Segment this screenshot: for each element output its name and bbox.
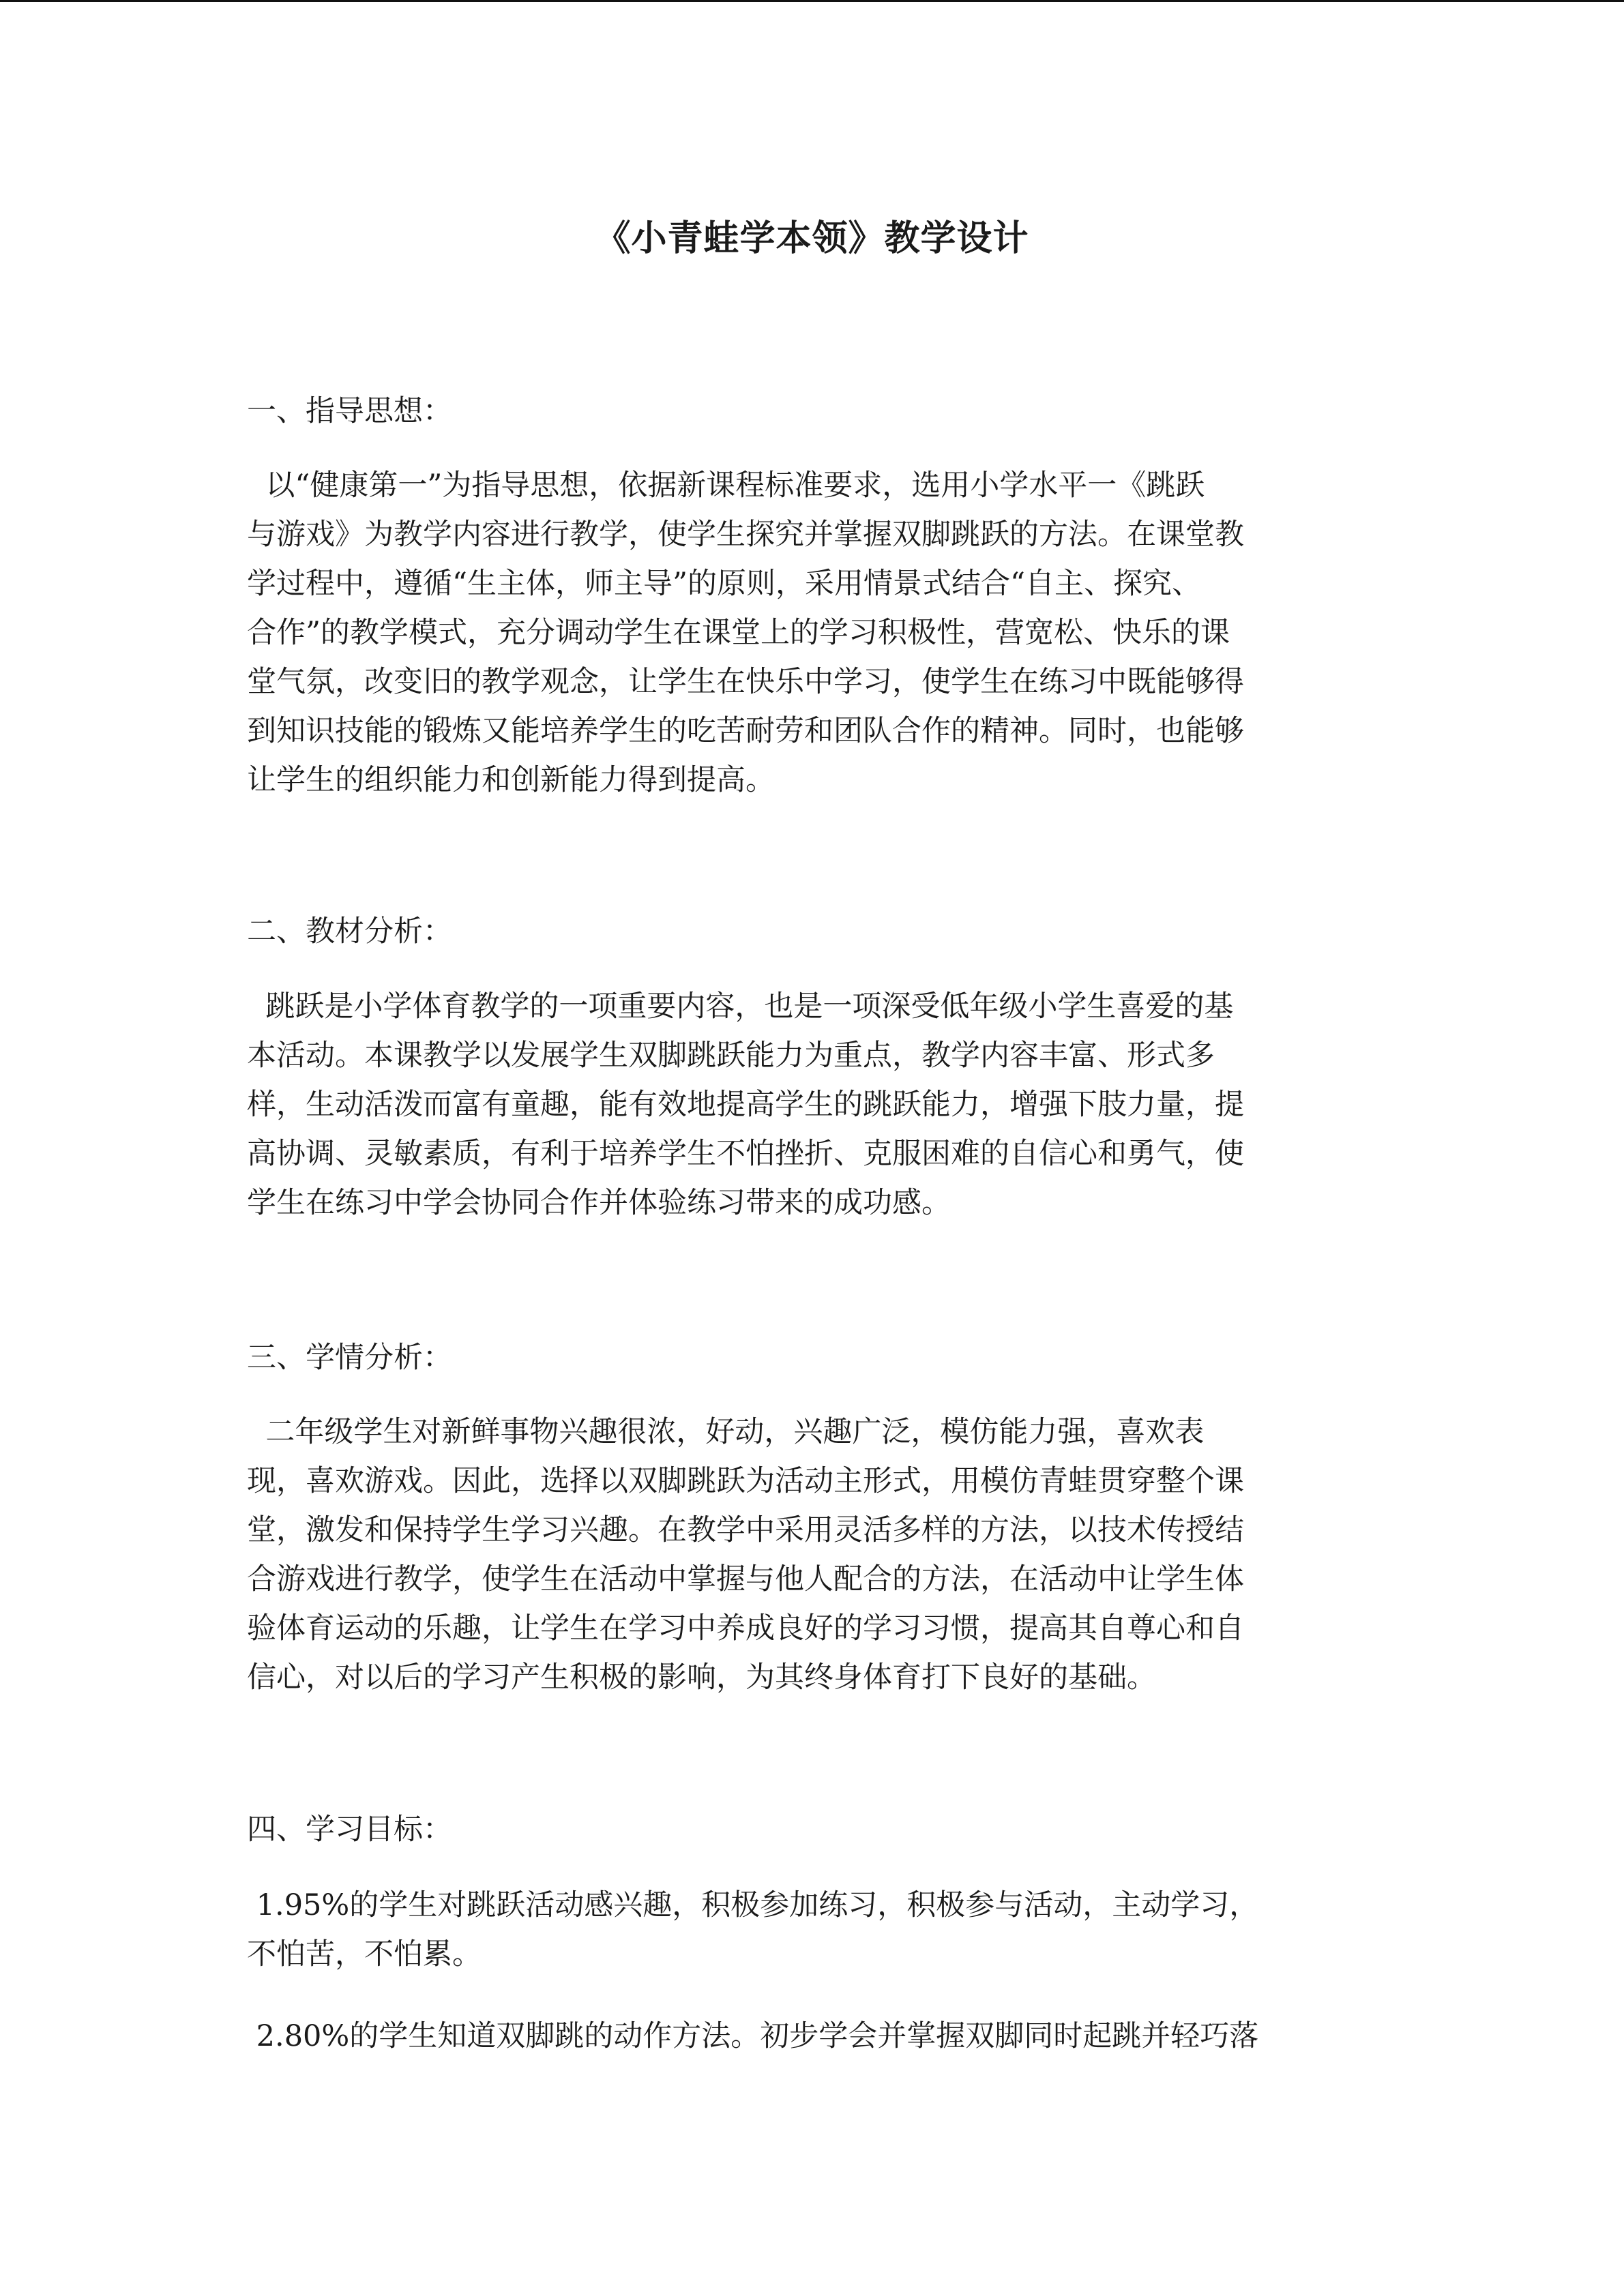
learning-goal-1: [247, 1881, 1359, 1979]
paragraph-line: 到知识技能的锻炼又能培养学生的吃苦耐劳和团队合作的精神。同时，也能够: [247, 714, 1244, 748]
section-heading-learning-goals: 四、学习目标：: [247, 1813, 452, 1847]
paragraph-line: 以“健康第一”为指导思想，依据新课程标准要求，选用小学水平一《跳跃: [247, 468, 1205, 503]
section-heading-learner-analysis: 三、学情分析：: [247, 1341, 452, 1375]
paragraph-line: 不怕苦，不怕累。: [247, 1937, 482, 1971]
paragraph-line: 学生在练习中学会协同合作并体验练习带来的成功感。: [247, 1186, 951, 1220]
section-heading-guiding-thought: 一、指导思想：: [247, 394, 452, 428]
paragraph-line: 堂气氛，改变旧的教学观念，让学生在快乐中学习，使学生在练习中既能够得: [247, 665, 1244, 699]
paragraph-line: 合游戏进行教学，使学生在活动中掌握与他人配合的方法，在活动中让学生体: [247, 1562, 1244, 1596]
learning-goal-2: [247, 2012, 1359, 2061]
paragraph-line: 二年级学生对新鲜事物兴趣很浓，好动，兴趣广泛，模仿能力强，喜欢表: [247, 1415, 1205, 1449]
section-paragraph-learner-analysis: [247, 1407, 1359, 1702]
paragraph-line: 堂，激发和保持学生学习兴趣。在教学中采用灵活多样的方法，以技术传授结: [247, 1513, 1244, 1547]
paragraph-line: 本活动。本课教学以发展学生双脚跳跃能力为重点，教学内容丰富、形式多: [247, 1039, 1215, 1073]
paragraph-line: 学过程中，遵循“生主体，师主导”的原则，采用情景式结合“自主、探究、: [247, 567, 1201, 601]
section-paragraph-guiding-thought: [247, 461, 1359, 805]
paragraph-line: 1.95%的学生对跳跃活动感兴趣，积极参加练习，积极参与活动，主动学习，: [247, 1888, 1259, 1922]
paragraph-line: 2.80%的学生知道双脚跳的动作方法。初步学会并掌握双脚同时起跳并轻巧落: [247, 2019, 1259, 2053]
section-paragraph-material-analysis: [247, 982, 1359, 1227]
section-heading-material-analysis: 二、教材分析：: [247, 914, 452, 949]
paragraph-line: 让学生的组织能力和创新能力得到提高。: [247, 763, 775, 797]
paragraph-line: 信心，对以后的学习产生积极的影响，为其终身体育打下良好的基础。: [247, 1660, 1156, 1695]
paragraph-line: 样，生动活泼而富有童趣，能有效地提高学生的跳跃能力，增强下肢力量，提: [247, 1088, 1244, 1122]
paragraph-line: 验体育运动的乐趣，让学生在学习中养成良好的学习习惯，提高其自尊心和自: [247, 1611, 1244, 1645]
document-title: 《小青蛙学本领》教学设计: [595, 218, 1029, 259]
paragraph-line: 与游戏》为教学内容进行教学，使学生探究并掌握双脚跳跃的方法。在课堂教: [247, 518, 1244, 552]
paragraph-line: 合作”的教学模式，充分调动学生在课堂上的学习积极性，营宽松、快乐的课: [247, 616, 1230, 650]
paragraph-line: 现，喜欢游戏。因此，选择以双脚跳跃为活动主形式，用模仿青蛙贯穿整个课: [247, 1464, 1244, 1498]
paragraph-line: 跳跃是小学体育教学的一项重要内容，也是一项深受低年级小学生喜爱的基: [247, 989, 1234, 1024]
paragraph-line: 高协调、灵敏素质，有利于培养学生不怕挫折、克服困难的自信心和勇气，使: [247, 1137, 1244, 1171]
